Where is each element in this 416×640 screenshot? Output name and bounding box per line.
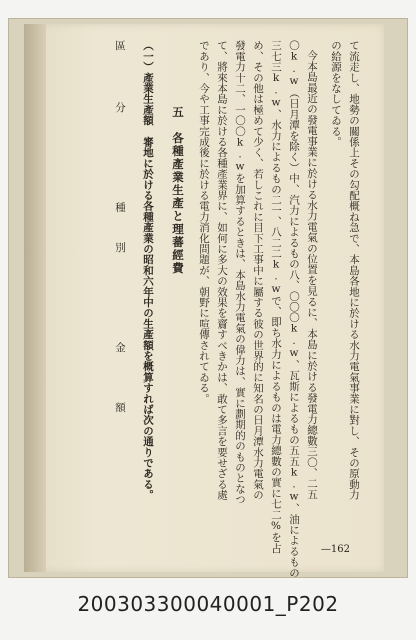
table-header-shu: 種 (114, 202, 126, 213)
table-header-bun: 分 (114, 102, 126, 113)
body-line-7: 發電力十二、一〇〇k.wを加算するときは、本島水力電氣の偉力は、實に劃期的のものとなつ (234, 40, 246, 505)
image-caption: 200303300040001_P202 (77, 592, 339, 616)
table-header-gaku: 額 (114, 402, 126, 413)
book-page (24, 24, 384, 578)
table-header-kin: 金 (114, 342, 126, 353)
page-number: —162 (320, 544, 350, 555)
body-line-8: て、將來本島に於ける各種產業界に、如何に多大の效果を齎すべきかは、敢て多言を要せざる處 (216, 40, 228, 501)
body-line-1: て流走し、地勢の關係上その勾配概ね急で、本島各地に於ける水力電氣事業に對し、その原動力 (348, 40, 360, 501)
body-line-9: であり、今や工事完成後に於ける電力消化問題が、朝野に喧傳されてゐる。 (198, 40, 210, 404)
table-header-ku: 區 (114, 40, 126, 51)
body-line-3: 今本島最近の發電事業に於ける水力電氣の位置を見るに、本島に於ける發電力總數三〇、二五 (306, 50, 318, 500)
page-gutter (24, 24, 46, 572)
table-header-betsu: 別 (114, 242, 126, 253)
body-line-2: の給源をなしてゐる。 (330, 40, 342, 147)
section-heading: 五 各種產業生產と理蕃經費 (171, 106, 185, 275)
subsection-line: （一）產業生產額 審地に於ける各種產業の昭和六年中の生產額を概算すれば次の通りである。 (142, 40, 154, 501)
body-line-4: 〇k.w（日月潭を除く）中、汽力によるもの八、〇〇〇k.w、瓦斯によるもの五五k.w、油によるもの (288, 40, 300, 578)
body-line-5: 三七三k.w、水力によるもの二一、八二二k.wで、即ち水力によるものは電力總數の實に七二%を占 (270, 40, 282, 554)
body-line-6: め、その他は極めて少く、若しこれに目下工事中に屬する彼の世界的に知名の日月潭水力電氣の (252, 40, 264, 501)
